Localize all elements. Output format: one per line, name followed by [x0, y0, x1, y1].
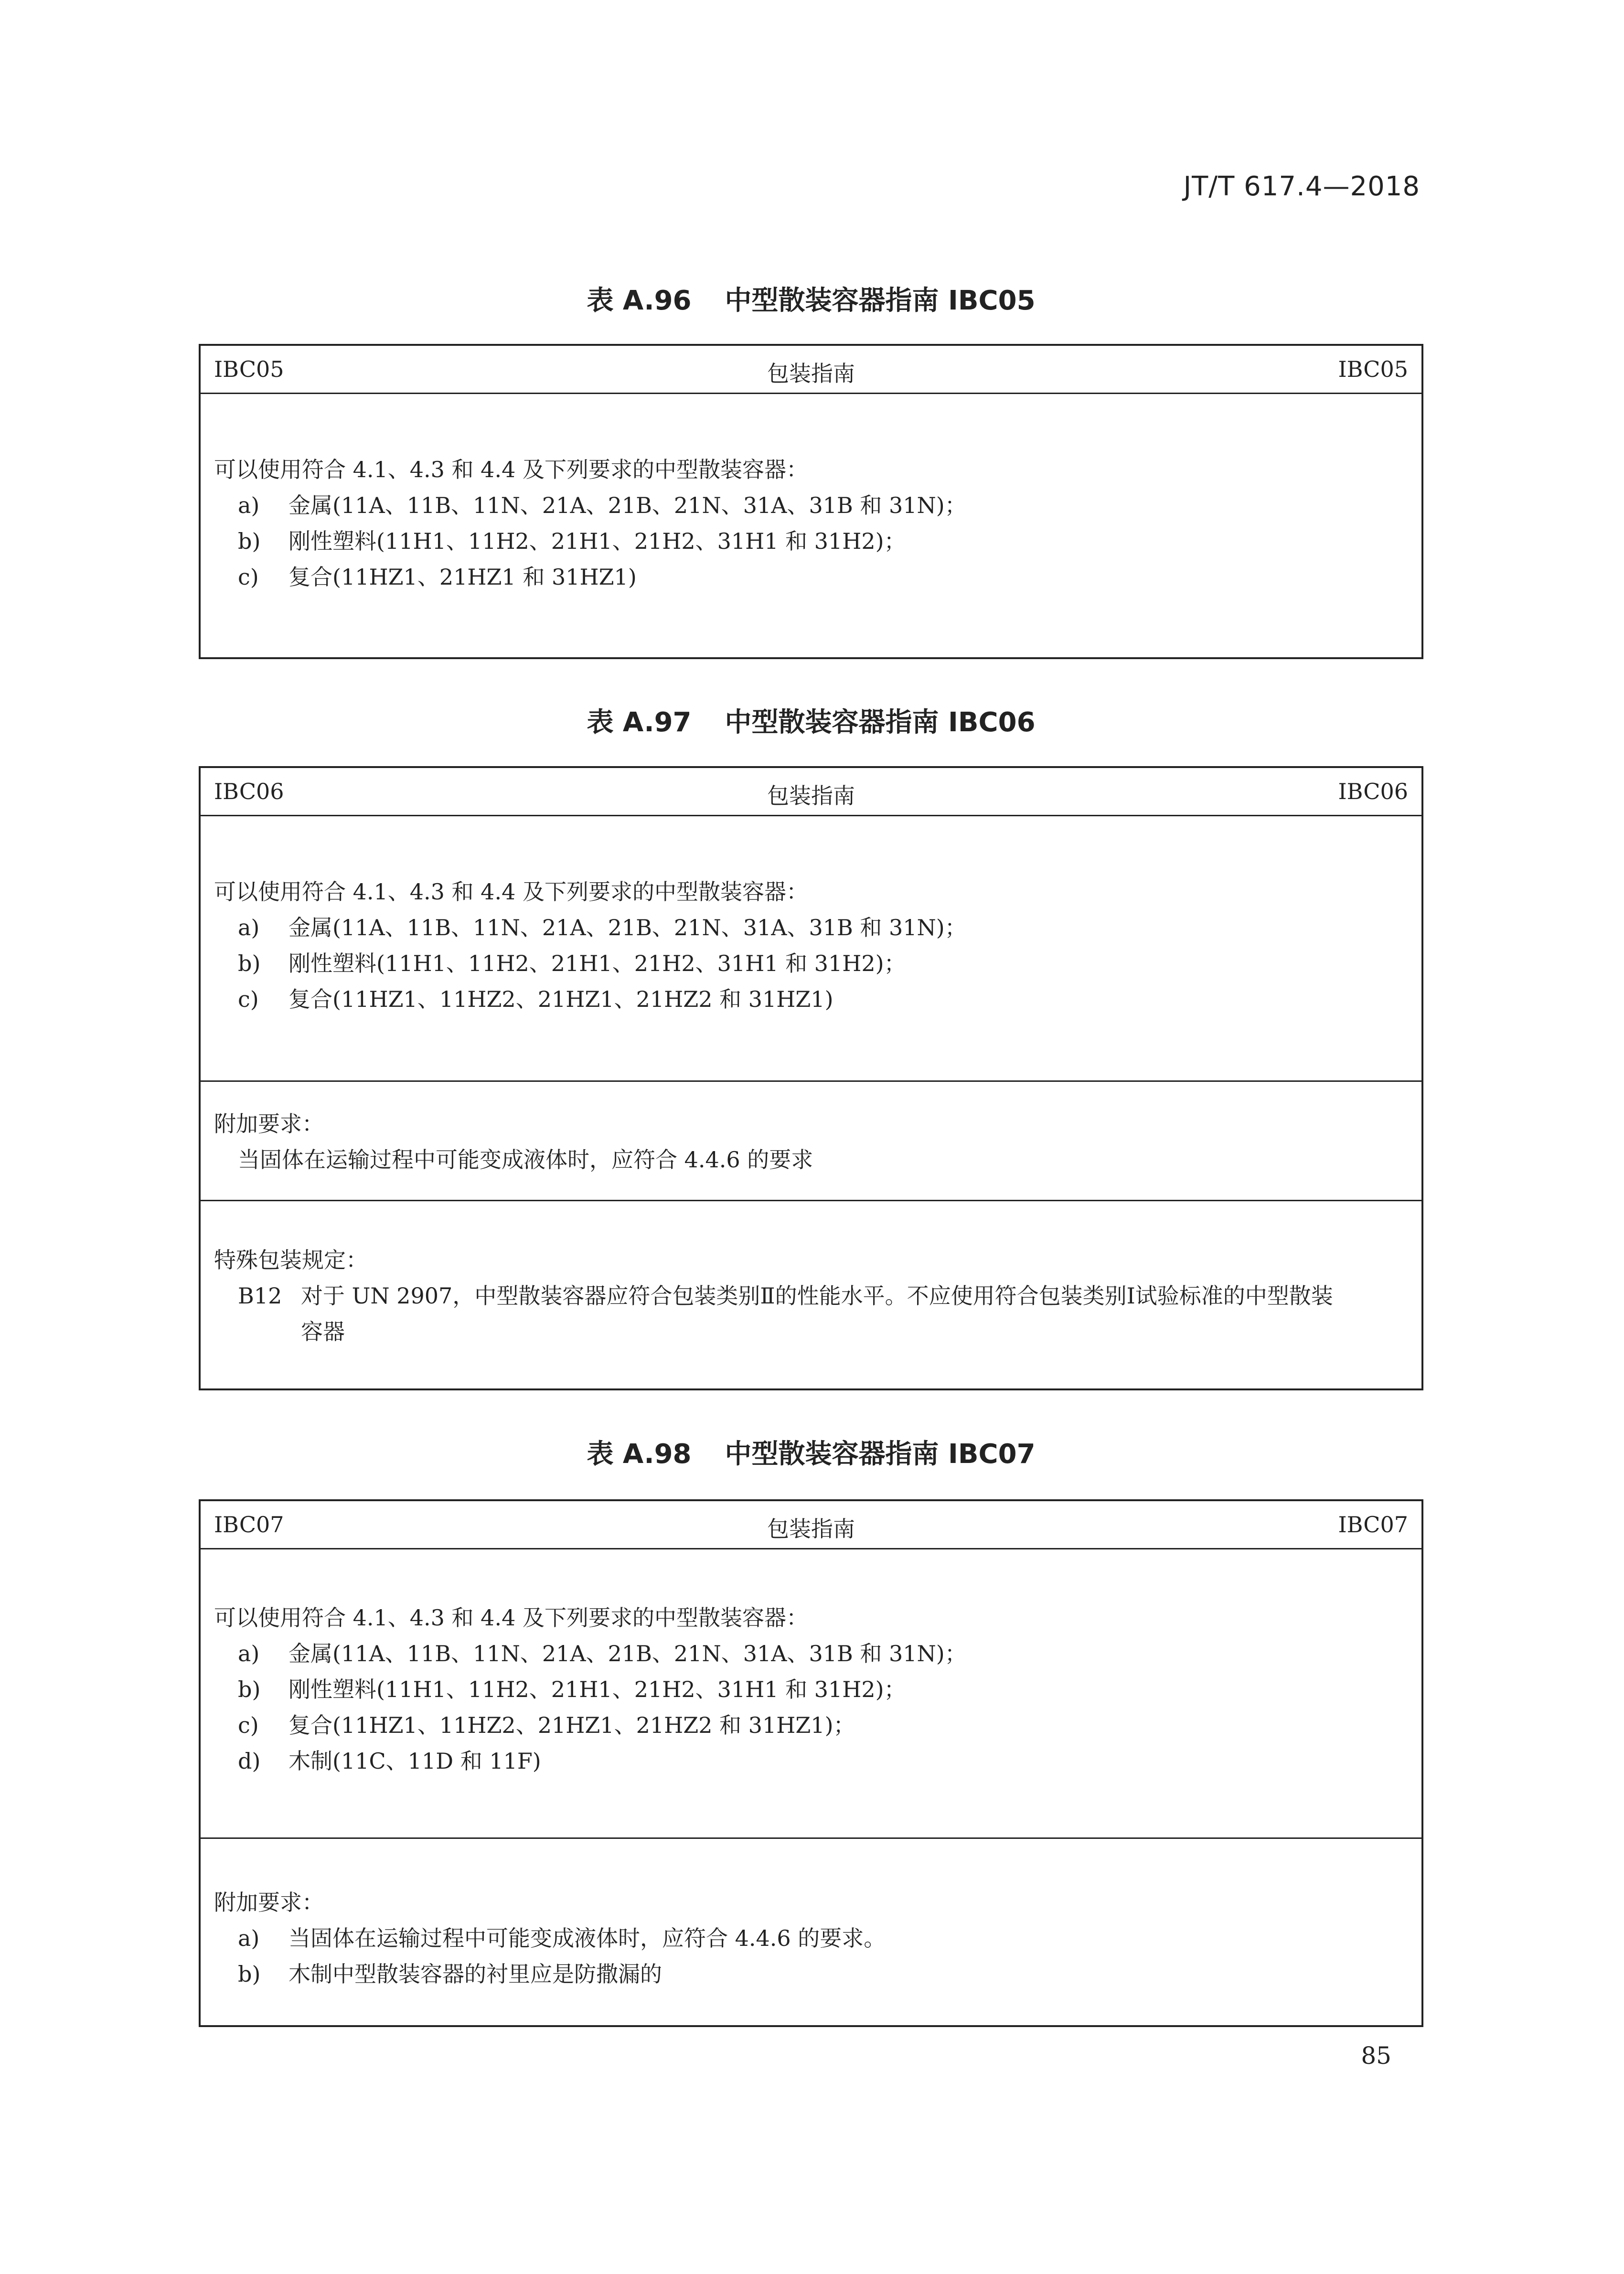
table-caption-a97: [199, 701, 1423, 739]
additional-label: 附加要求：: [214, 1111, 324, 1137]
caption-title: 中型散装容器指南 IBC07: [725, 1439, 1036, 1470]
intro-text: 可以使用符合 4.1、4.3 和 4.4 及下列要求的中型散装容器：: [214, 457, 808, 482]
list-item: c) 复合(11HZ1、11HZ2、21HZ1、21HZ2 和 31HZ1): [238, 986, 833, 1012]
table-caption-a96: [199, 279, 1423, 318]
special-label: 特殊包装规定：: [214, 1247, 368, 1273]
special-provisions-section: [201, 1200, 1421, 1388]
caption-title: 中型散装容器指南 IBC05: [725, 285, 1036, 316]
instruction-code-right: IBC07: [1338, 1512, 1408, 1537]
table-caption-a98: [199, 1433, 1423, 1471]
additional-label: 附加要求：: [214, 1890, 324, 1915]
packing-instruction-table-ibc05: [199, 344, 1423, 659]
caption-number: 表 A.97: [587, 707, 692, 738]
special-code: B12: [238, 1283, 282, 1309]
table-header-row: [201, 346, 1421, 394]
additional-requirements-section: [201, 1080, 1421, 1200]
permitted-ibc-section: [201, 394, 1421, 657]
special-text-line: 对于 UN 2907，中型散装容器应符合包装类别Ⅱ的性能水平。不应使用符合包装类别Ⅰ试验标准的中型散装: [301, 1283, 1333, 1309]
special-text-line: 容器: [301, 1319, 345, 1345]
caption-title: 中型散装容器指南 IBC06: [725, 707, 1036, 738]
additional-requirements-section: [201, 1837, 1421, 2025]
list-item: a) 金属(11A、11B、11N、21A、21B、21N、31A、31B 和 31N)；: [238, 492, 967, 518]
list-item: d) 木制(11C、11D 和 11F): [238, 1748, 541, 1774]
permitted-ibc-section: [201, 1549, 1421, 1837]
instruction-code-left: IBC06: [214, 779, 284, 804]
list-item: a) 当固体在运输过程中可能变成液体时，应符合 4.4.6 的要求。: [238, 1925, 886, 1951]
list-item: a) 金属(11A、11B、11N、21A、21B、21N、31A、31B 和 31N)；: [238, 915, 967, 940]
table-heading: 包装指南: [767, 1516, 855, 1542]
list-item: b) 木制中型散装容器的衬里应是防撒漏的: [238, 1961, 662, 1987]
list-item: c) 复合(11HZ1、11HZ2、21HZ1、21HZ2 和 31HZ1)；: [238, 1712, 855, 1738]
caption-number: 表 A.96: [587, 285, 692, 316]
instruction-code-right: IBC05: [1338, 356, 1408, 382]
list-item: b) 刚性塑料(11H1、11H2、21H1、21H2、31H1 和 31H2)；: [238, 950, 906, 976]
standard-code: JT/T 617.4—2018: [1183, 171, 1420, 202]
table-heading: 包装指南: [767, 361, 855, 386]
caption-number: 表 A.98: [587, 1439, 692, 1470]
intro-text: 可以使用符合 4.1、4.3 和 4.4 及下列要求的中型散装容器：: [214, 1605, 808, 1631]
intro-text: 可以使用符合 4.1、4.3 和 4.4 及下列要求的中型散装容器：: [214, 879, 808, 905]
table-header-row: [201, 1501, 1421, 1549]
list-item: a) 金属(11A、11B、11N、21A、21B、21N、31A、31B 和 31N)；: [238, 1641, 967, 1666]
table-header-row: [201, 768, 1421, 816]
list-item: b) 刚性塑料(11H1、11H2、21H1、21H2、31H1 和 31H2)；: [238, 1676, 906, 1702]
list-item: b) 刚性塑料(11H1、11H2、21H1、21H2、31H1 和 31H2)；: [238, 528, 906, 554]
permitted-ibc-section: [201, 816, 1421, 1080]
instruction-code-left: IBC07: [214, 1512, 284, 1537]
additional-text: 当固体在运输过程中可能变成液体时，应符合 4.4.6 的要求: [238, 1147, 813, 1173]
table-heading: 包装指南: [767, 783, 855, 809]
instruction-code-right: IBC06: [1338, 779, 1408, 804]
instruction-code-left: IBC05: [214, 356, 284, 382]
list-item: c) 复合(11HZ1、21HZ1 和 31HZ1): [238, 564, 637, 590]
packing-instruction-table-ibc07: [199, 1499, 1423, 2027]
packing-instruction-table-ibc06: [199, 766, 1423, 1390]
page-number: 85: [1361, 2042, 1391, 2070]
